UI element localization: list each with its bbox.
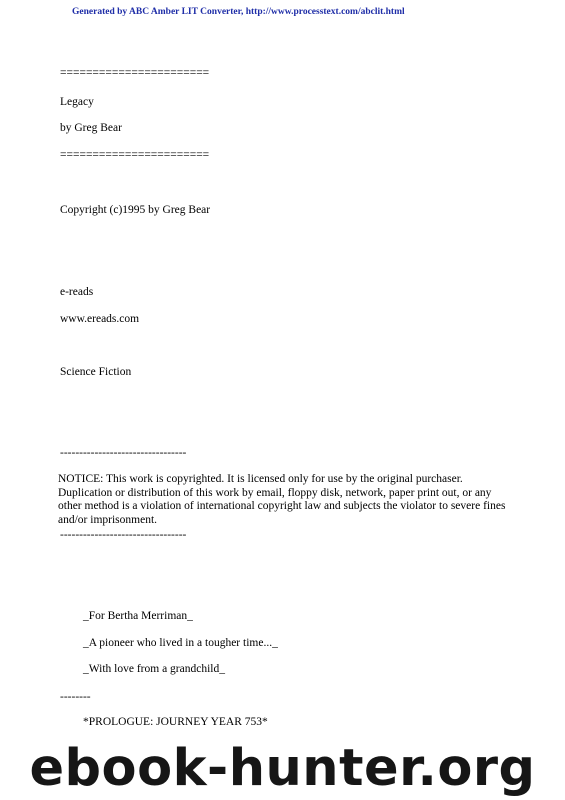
- dedication-line: _For Bertha Merriman_: [83, 610, 193, 622]
- publisher-name: e-reads: [60, 286, 94, 298]
- dash-rule: ---------------------------------: [60, 529, 187, 541]
- book-title: Legacy: [60, 96, 94, 108]
- copyright-line: Copyright (c)1995 by Greg Bear: [60, 204, 211, 216]
- dedication-line: _A pioneer who lived in a tougher time..._: [83, 637, 278, 649]
- genre-line: Science Fiction: [60, 366, 132, 378]
- dedication-line: _With love from a grandchild_: [83, 663, 225, 675]
- separator-rule: =======================: [60, 67, 210, 79]
- publisher-website: www.ereads.com: [60, 313, 140, 325]
- copyright-notice: NOTICE: This work is copyrighted. It is licensed only for use by the original purchaser. Duplication or distribution of this work by email, floppy disk, network, paper print out, or any other method is a violation of international copyright law and subjects the violator to severe fines and/or imprisonment.: [58, 473, 506, 526]
- watermark-text: ebook-hunter.org: [29, 739, 536, 798]
- prologue-heading: *PROLOGUE: JOURNEY YEAR 753*: [83, 716, 268, 728]
- dash-rule: ---------------------------------: [60, 447, 187, 459]
- author-line: by Greg Bear: [60, 122, 122, 134]
- short-rule: --------: [60, 691, 91, 703]
- separator-rule: =======================: [60, 149, 210, 161]
- converter-link[interactable]: Generated by ABC Amber LIT Converter, http://www.processtext.com/abclit.html: [72, 7, 405, 17]
